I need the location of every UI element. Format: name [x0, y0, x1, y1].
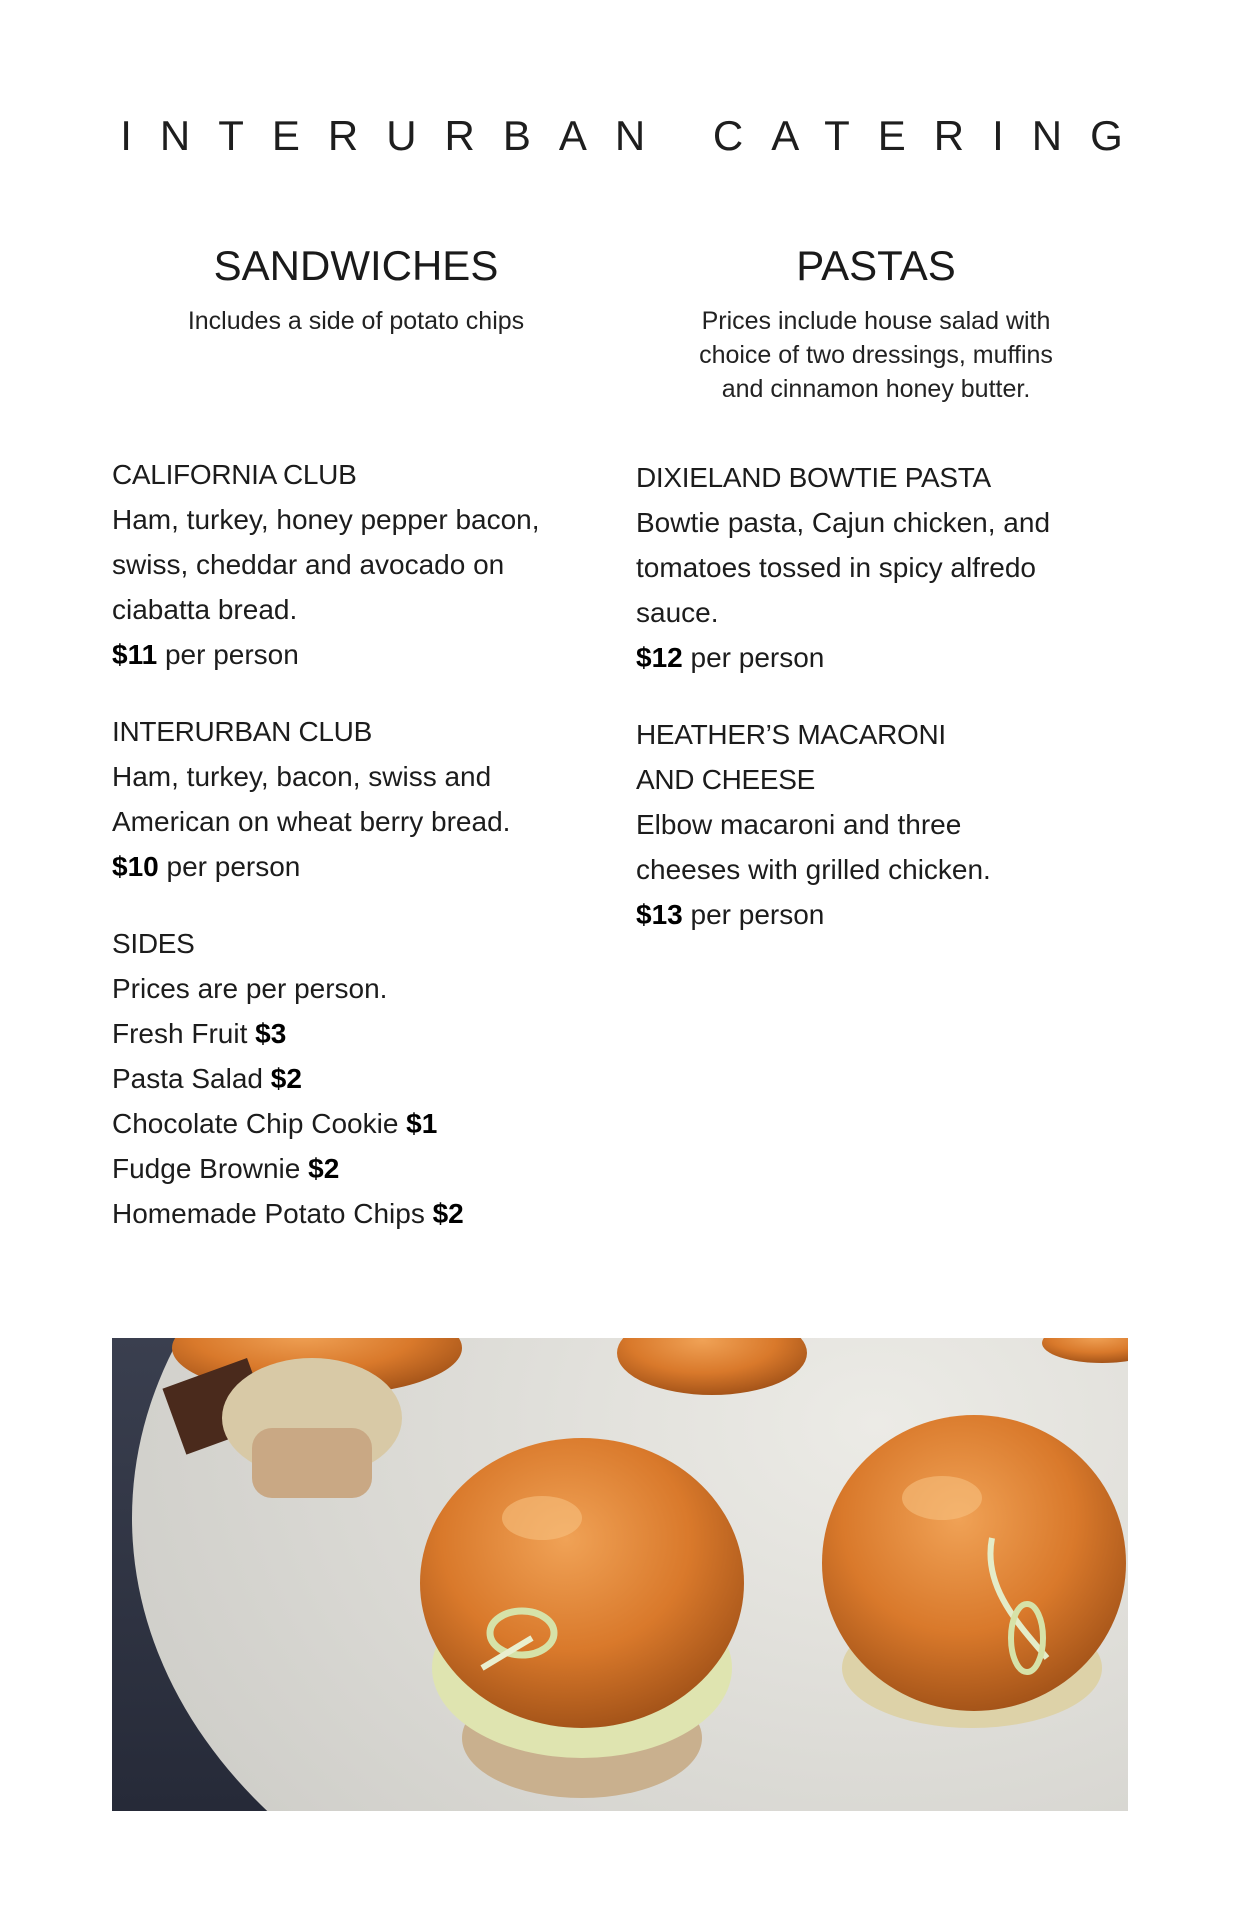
item-name: AND CHEESE	[636, 764, 816, 795]
side-price: $2	[270, 1063, 302, 1094]
menu-item-interurban-club	[112, 709, 600, 889]
item-description-line: Bowtie pasta, Cajun chicken, and	[636, 507, 1051, 538]
slider-sandwiches-photo	[112, 1338, 1128, 1811]
sides-heading: SIDES	[112, 928, 195, 959]
side-price: $1	[406, 1108, 438, 1139]
item-description-line: swiss, cheddar and avocado on	[112, 549, 505, 580]
item-description-line: American on wheat berry bread.	[112, 806, 511, 837]
side-item: Chocolate Chip Cookie $1	[112, 1108, 438, 1139]
sandwiches-note: Includes a side of potato chips	[187, 307, 525, 335]
pastas-heading: PASTAS	[796, 242, 956, 289]
item-price-unit: per person	[166, 851, 301, 882]
side-item: Homemade Potato Chips $2	[112, 1198, 464, 1229]
item-price-unit: per person	[690, 642, 825, 673]
item-price-row	[636, 892, 1116, 937]
item-description-line: sauce.	[636, 597, 719, 628]
item-description-line: tomatoes tossed in spicy alfredo	[636, 552, 1036, 583]
item-price-row	[112, 632, 600, 677]
item-name: INTERURBAN CLUB	[112, 716, 372, 747]
sides-section	[112, 921, 600, 1236]
item-price: $13	[636, 899, 683, 930]
pasta-list	[636, 455, 1116, 937]
item-price: $12	[636, 642, 683, 673]
item-price: $11	[112, 639, 158, 670]
item-description-line: ciabatta bread.	[112, 594, 298, 625]
item-price-unit: per person	[690, 899, 825, 930]
menu-item-dixieland-bowtie-pasta	[636, 455, 1116, 680]
pastas-note: Prices include house salad with choice of two dressings, muffins and cinnamon honey butter.	[699, 307, 1053, 403]
item-price-row	[636, 635, 1116, 680]
sides-note: Prices are per person.	[112, 973, 388, 1004]
menu-item-california-club	[112, 452, 600, 677]
side-item: Fresh Fruit $3	[112, 1018, 287, 1049]
menu-item-heathers-macaroni	[636, 712, 1116, 937]
item-description-line: Elbow macaroni and three	[636, 809, 962, 840]
side-price: $2	[432, 1198, 464, 1229]
side-item: Fudge Brownie $2	[112, 1153, 340, 1184]
item-price-unit: per person	[164, 639, 299, 670]
sandwiches-heading: SANDWICHES	[213, 242, 499, 289]
side-item: Pasta Salad $2	[112, 1063, 302, 1094]
item-description-line: cheeses with grilled chicken.	[636, 854, 991, 885]
item-name: HEATHER’S MACARONI	[636, 719, 946, 750]
item-description-line: Ham, turkey, bacon, swiss and	[112, 761, 492, 792]
item-price-row	[112, 844, 600, 889]
side-price: $3	[255, 1018, 287, 1049]
item-name: DIXIELAND BOWTIE PASTA	[636, 462, 991, 493]
item-price: $10	[112, 851, 159, 882]
side-price: $2	[308, 1153, 340, 1184]
item-name: CALIFORNIA CLUB	[112, 459, 357, 490]
page-title: INTERURBAN CATERING	[120, 112, 1151, 159]
sandwich-list	[112, 452, 600, 1236]
item-description-line: Ham, turkey, honey pepper bacon,	[112, 504, 540, 535]
